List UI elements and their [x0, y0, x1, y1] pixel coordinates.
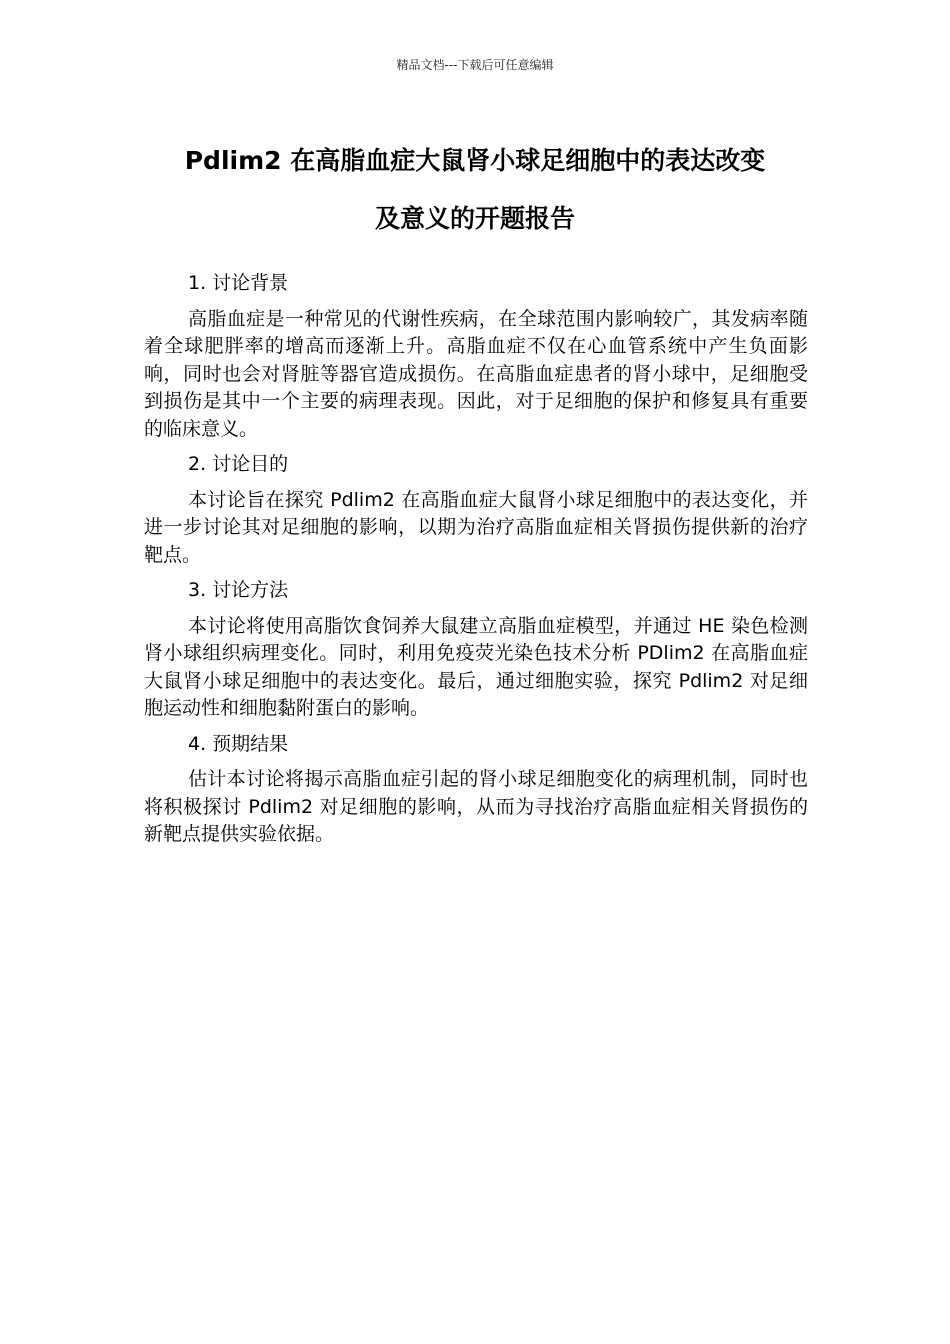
- section-heading-methods: 3. 讨论方法: [188, 579, 289, 601]
- section-heading-expected-results: 4. 预期结果: [188, 732, 289, 755]
- title-line-2: 及意义的开题报告: [374, 204, 575, 233]
- document-title: [100, 132, 850, 248]
- document-body: [144, 270, 808, 857]
- section-heading-purpose: 2. 讨论目的: [188, 453, 289, 475]
- section-heading-background: 1. 讨论背景: [188, 272, 289, 294]
- section-body-methods: 本讨论将使用高脂饮食饲养大鼠建立高脂血症模型，并通过 HE 染色检测肾小球组织病理变化。同时，利用免疫荧光染色技术分析 PDlim2 在高脂血症大鼠肾小球足细胞中的表达变化。最后，通过细胞实验，探究 Pdlim2 对足细胞运动性和细胞黏附蛋白的影响。: [144, 614, 808, 719]
- page-header: 精品文档---下载后可任意编辑: [396, 58, 554, 72]
- title-line-1: Pdlim2 在高脂血症大鼠肾小球足细胞中的表达改变: [184, 146, 766, 175]
- section-body-background: 高脂血症是一种常见的代谢性疾病，在全球范围内影响较广，其发病率随着全球肥胖率的增高而逐渐上升。高脂血症不仅在心血管系统中产生负面影响，同时也会对肾脏等器官造成损伤。在高脂血症患者的肾小球中，足细胞受到损伤是其中一个主要的病理表现。因此，对于足细胞的保护和修复具有重要的临床意义。: [144, 307, 808, 440]
- section-body-expected-results: 估计本讨论将揭示高脂血症引起的肾小球足细胞变化的病理机制，同时也将积极探讨 Pdlim2 对足细胞的影响，从而为寻找治疗高脂血症相关肾损伤的新靶点提供实验依据。: [144, 768, 808, 845]
- section-body-purpose: 本讨论旨在探究 Pdlim2 在高脂血症大鼠肾小球足细胞中的表达变化，并进一步讨论其对足细胞的影响，以期为治疗高脂血症相关肾损伤提供新的治疗靶点。: [144, 488, 808, 566]
